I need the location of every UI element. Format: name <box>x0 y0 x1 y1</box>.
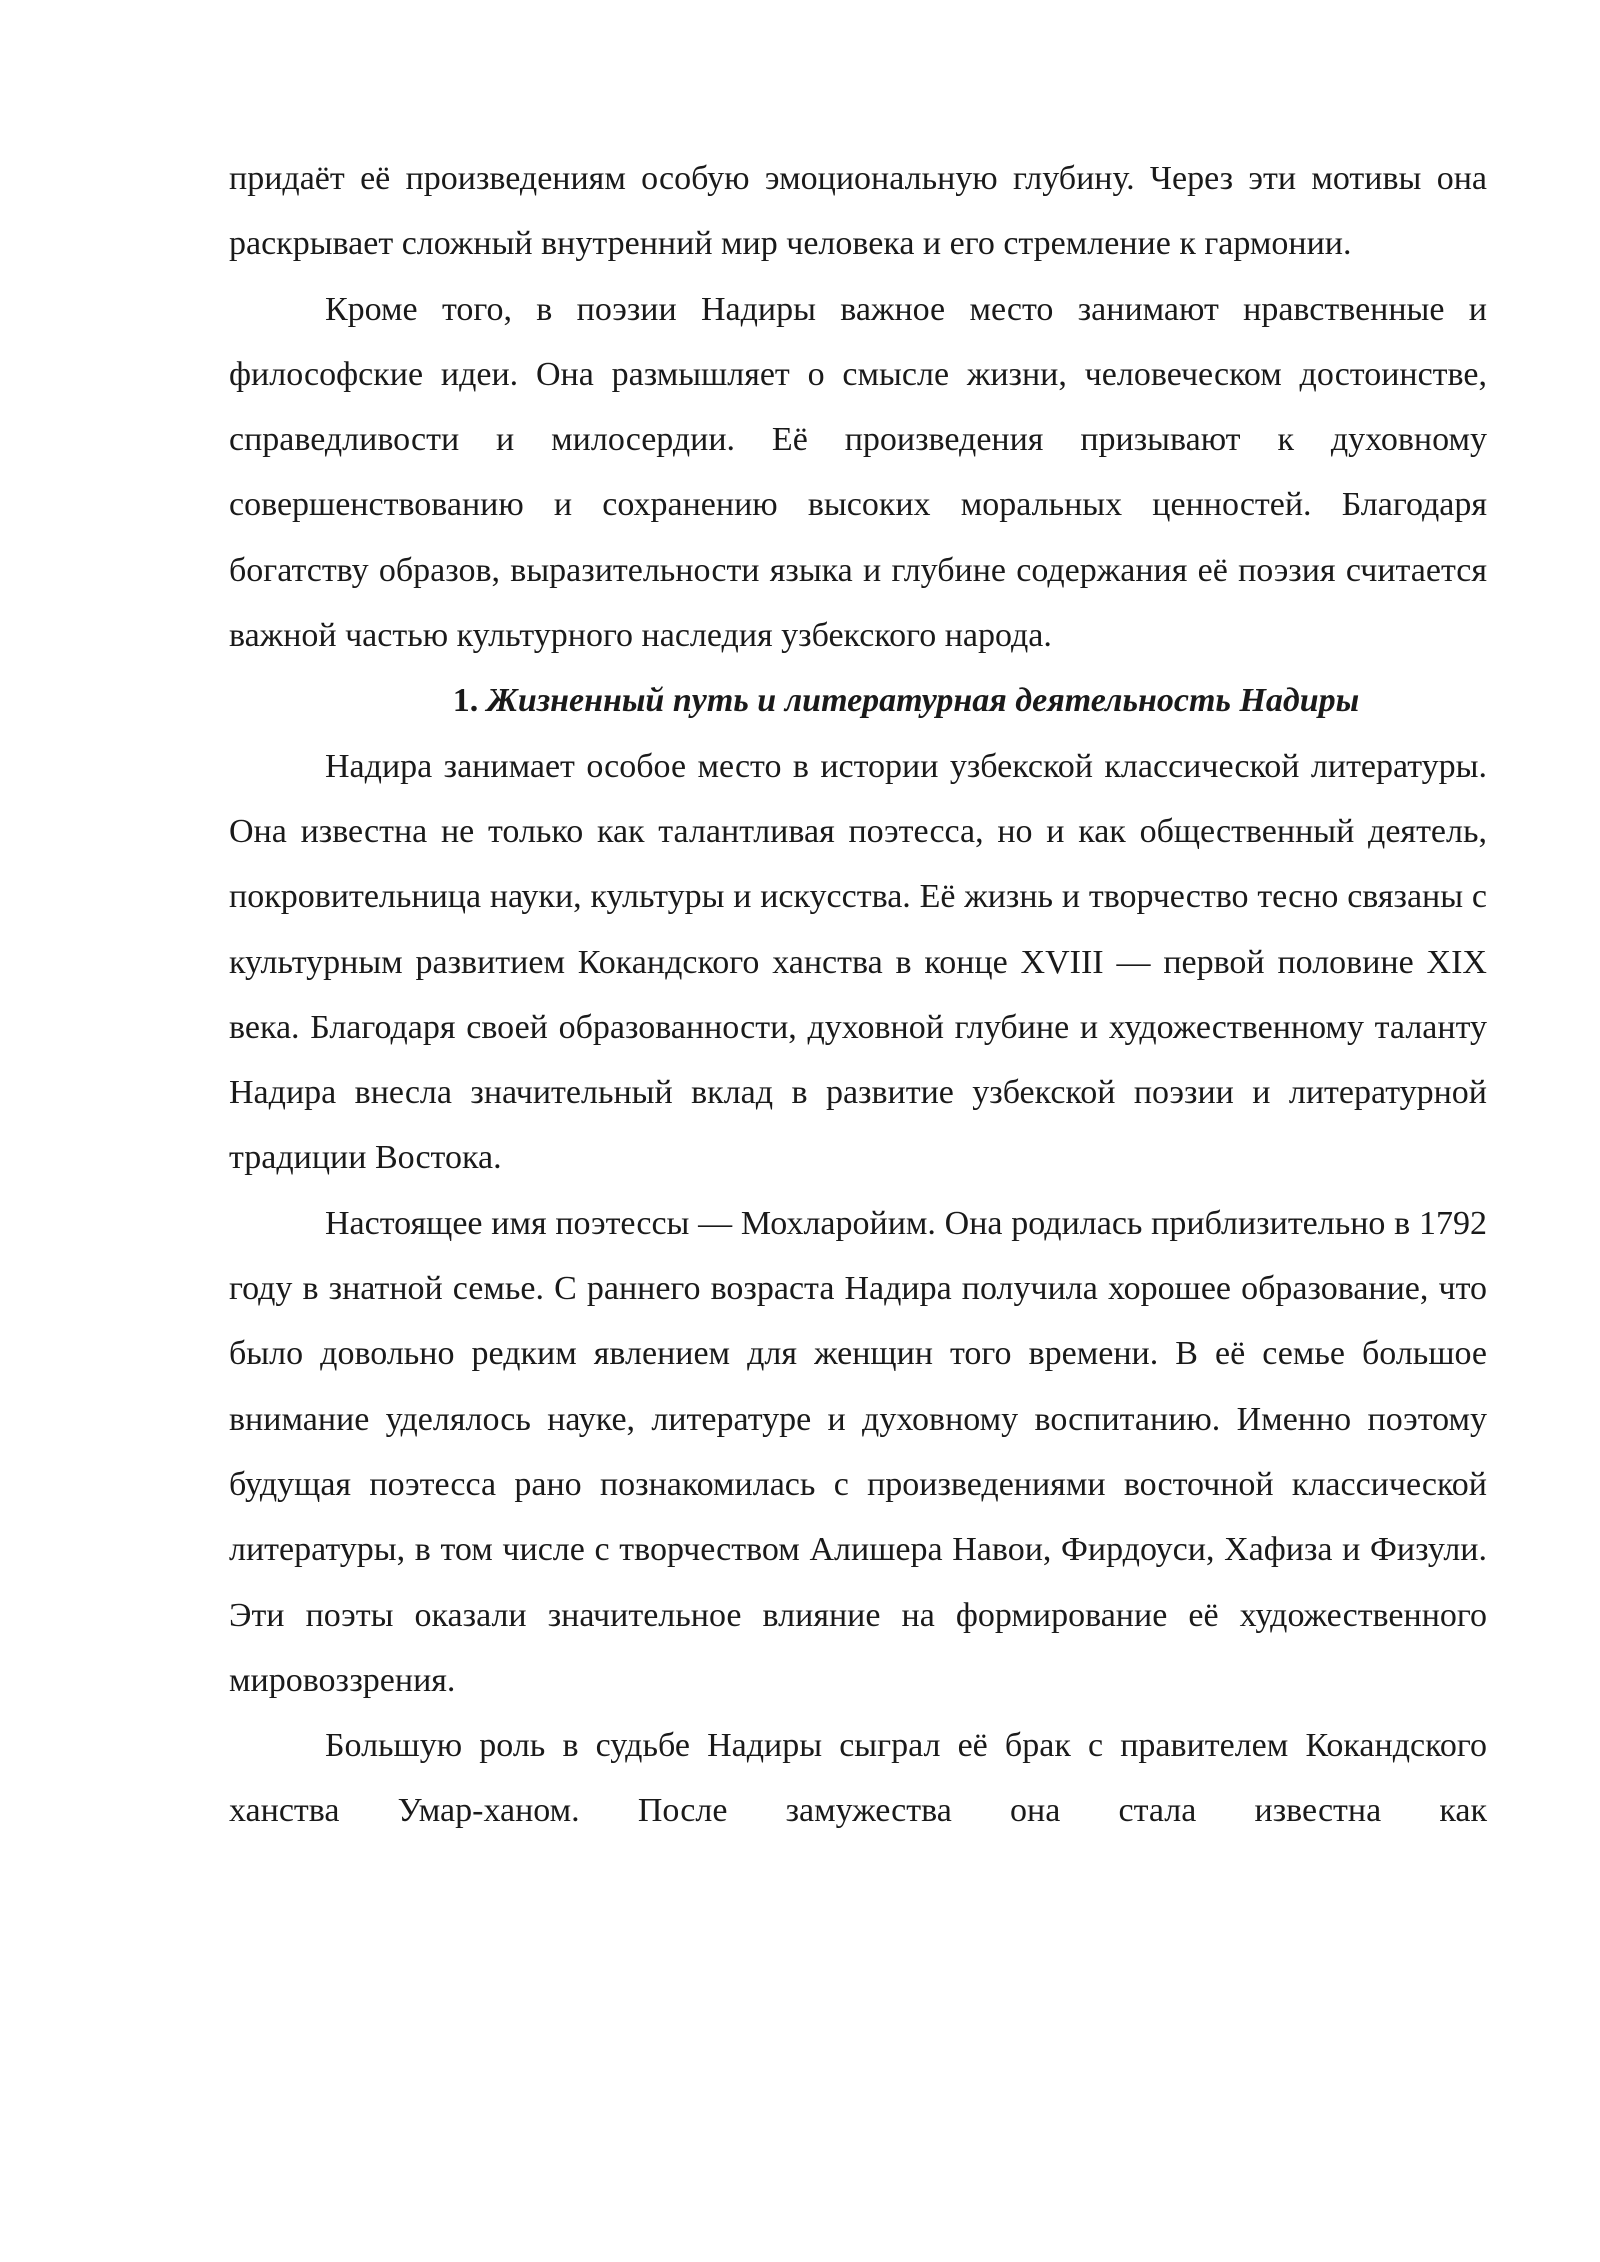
section-title: Жизненный путь и литературная деятельность Надиры <box>486 682 1360 720</box>
paragraph-biography: Настоящее имя поэтессы — Мохларойим. Она родилась приблизительно в 1792 году в знатной семье. С раннего возраста Надира получила хорошее образование, что было довольно редким явлением для женщин того времени. В её семье большое внимание уделялось науке, литературе и духовному воспитанию. Именно поэтому будущая поэтесса рано познакомилась с произведениями восточной классической литературы, в том числе с творчеством Алишера Навои, Фирдоуси, Хафиза и Физули. Эти поэты оказали значительное влияние на формирование её художественного мировоззрения. <box>229 1204 1487 1699</box>
text-column <box>229 146 1487 1844</box>
paragraph-moral-ideas: Кроме того, в поэзии Надиры важное место занимают нравственные и философские идеи. Она размышляет о смысле жизни, человеческом достоинстве, справедливости и милосердии. Её произведения призывают к духовному совершенствованию и сохранению высоких моральных ценностей. Благодаря богатству образов, выразительности языка и глубине содержания её поэзия считается важной частью культурного наследия узбекского народа. <box>229 290 1487 655</box>
section-number: 1. <box>452 682 479 720</box>
paragraph-continuation: придаёт её произведениям особую эмоциональную глубину. Через эти мотивы она раскрывает сложный внутренний мир человека и его стремление к гармонии. <box>229 160 1487 263</box>
paragraph-literary-place: Надира занимает особое место в истории узбекской классической литературы. Она известна не только как талантливая поэтесса, но и как общественный деятель, покровительница науки, культуры и искусства. Её жизнь и творчество тесно связаны с культурным развитием Кокандского ханства в конце XVIII — первой половине XIX века. Благодаря своей образованности, духовной глубине и художественному таланту Надира внесла значительный вклад в развитие узбекской поэзии и литературной традиции Востока. <box>229 747 1487 1177</box>
section-heading <box>229 668 1487 733</box>
paragraph-marriage: Большую роль в судьбе Надиры сыграл её брак с правителем Кокандского ханства Умар-ханом. После замужества она стала известна как <box>229 1727 1487 1830</box>
